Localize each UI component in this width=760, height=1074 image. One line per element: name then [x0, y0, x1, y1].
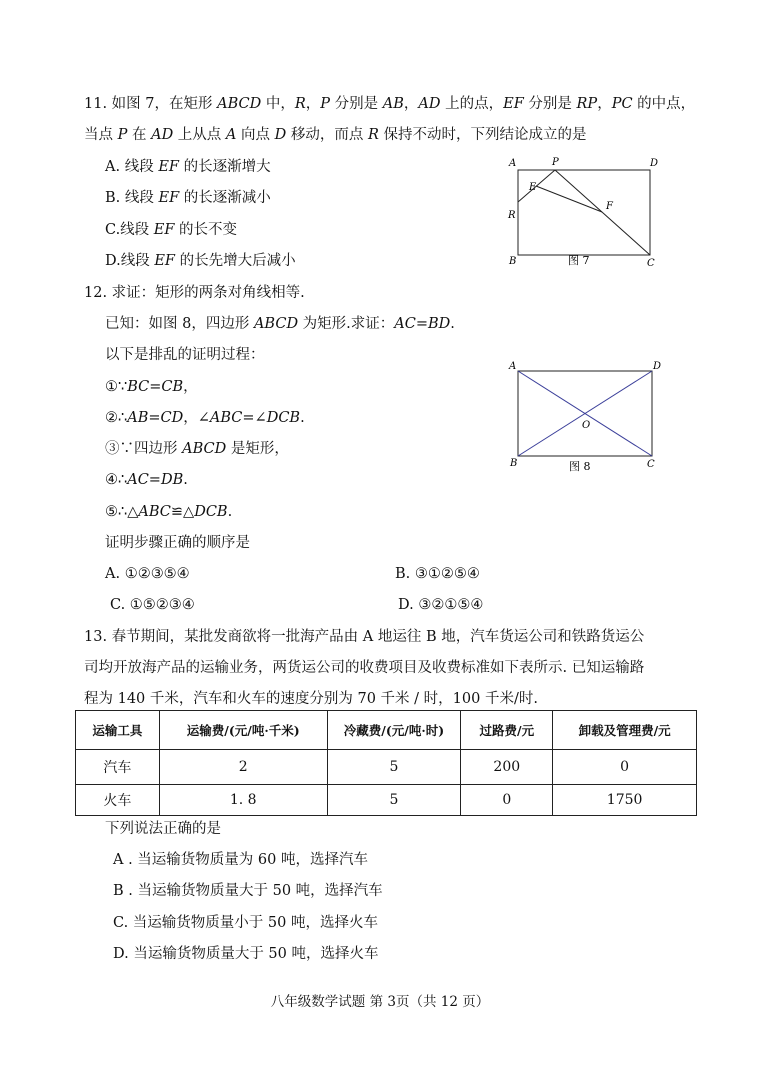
table-cell: 2	[159, 750, 327, 785]
q12-option-d: D. ③②①⑤④	[398, 597, 484, 613]
table-header-cell: 卸载及管理费/元	[553, 711, 697, 750]
fig8-label-a: A	[509, 361, 517, 372]
table-cell: 汽车	[76, 750, 160, 785]
figure-8	[500, 355, 680, 480]
table-row	[76, 750, 697, 785]
fig7-label-d: D	[650, 158, 659, 169]
table-row	[76, 785, 697, 816]
fig8-label-b: B	[510, 458, 518, 469]
table-cell: 1. 8	[159, 785, 327, 816]
table-cell: 200	[461, 750, 553, 785]
q12-option-a: A. ①②③⑤④	[105, 566, 190, 582]
table-header-cell: 运输工具	[76, 711, 160, 750]
q11-line-2: 当点 P 在 AD 上从点 A 向点 D 移动，而点 R 保持不动时，下列结论成立的是	[84, 127, 587, 143]
fig7-label-e: E	[529, 182, 537, 193]
table-header-cell: 运输费/(元/吨·千米)	[159, 711, 327, 750]
table-cell: 0	[461, 785, 553, 816]
q13-option-d: D. 当运输货物质量大于 50 吨，选择火车	[113, 946, 379, 962]
q13-option-a: A . 当运输货物质量为 60 吨，选择汽车	[113, 852, 368, 868]
q12-step-1: ①∵BC=CB，	[105, 379, 198, 395]
table-header-row	[76, 711, 697, 750]
fig7-label-c: C	[647, 258, 655, 269]
page-footer: 八年级数学试题 第 3页（共 12 页）	[270, 994, 490, 1010]
fig7-rectangle	[518, 170, 650, 255]
q12-intro: 以下是排乱的证明过程：	[105, 347, 265, 363]
q11-option-d: D.线段 EF 的长先增大后减小	[105, 253, 296, 269]
fig7-label-r: R	[508, 210, 516, 221]
table-header-cell: 过路费/元	[461, 711, 553, 750]
q12-option-b: B. ③①②⑤④	[395, 566, 480, 582]
q13-line-3: 程为 140 千米，汽车和火车的速度分别为 70 千米 / 时，100 千米/时.	[84, 691, 538, 707]
q13-option-c: C. 当运输货物质量小于 50 吨，选择火车	[113, 915, 378, 931]
figure-7	[500, 150, 680, 275]
q13-ask: 下列说法正确的是	[105, 821, 221, 837]
q12-ask: 证明步骤正确的顺序是	[105, 535, 250, 551]
q12-step-3: ③∵四边形 ABCD 是矩形，	[105, 441, 289, 457]
fig7-caption: 图 7	[568, 254, 590, 267]
q11-line-1: 11. 如图 7，在矩形 ABCD 中，R，P 分别是 AB，AD 上的点，EF 分别是 RP，PC 的中点，	[84, 96, 696, 112]
q13-line-1: 13. 春节期间，某批发商欲将一批海产品由 A 地运往 B 地，汽车货运公司和铁路货运公	[84, 629, 645, 645]
table-cell: 火车	[76, 785, 160, 816]
fig7-label-a: A	[509, 158, 517, 169]
table-cell: 5	[327, 785, 461, 816]
q12-step-5: ⑤∴△ABC≌△DCB.	[105, 504, 233, 520]
q13-option-b: B . 当运输货物质量大于 50 吨，选择汽车	[113, 883, 383, 899]
table-header-cell: 冷藏费/(元/吨·时)	[327, 711, 461, 750]
fig7-segment-ef	[536, 186, 602, 212]
table-cell: 5	[327, 750, 461, 785]
fig8-label-o: O	[582, 420, 591, 431]
fig7-label-f: F	[606, 201, 613, 212]
fig8-caption: 图 8	[569, 460, 591, 473]
fig8-label-d: D	[653, 361, 662, 372]
fig8-label-c: C	[647, 459, 655, 470]
q12-title: 12. 求证：矩形的两条对角线相等.	[84, 285, 305, 301]
q12-step-4: ④∴AC=DB.	[105, 472, 188, 488]
fig7-label-p: P	[552, 157, 559, 168]
q11-option-a: A. 线段 EF 的长逐渐增大	[105, 159, 271, 175]
fig7-label-b: B	[509, 256, 517, 267]
fig7-segment-pc	[555, 170, 650, 255]
q13-line-2: 司均开放海产品的运输业务，两货运公司的收费项目及收费标准如下表所示. 已知运输路	[84, 660, 645, 676]
q12-option-c: C. ①⑤②③④	[110, 597, 195, 613]
table-cell: 1750	[553, 785, 697, 816]
q12-step-2: ②∴AB=CD，∠ABC=∠DCB.	[105, 410, 305, 426]
q11-option-c: C.线段 EF 的长不变	[105, 222, 238, 238]
table-cell: 0	[553, 750, 697, 785]
freight-table	[75, 710, 697, 816]
q11-option-b: B. 线段 EF 的长逐渐减小	[105, 190, 271, 206]
q12-given: 已知：如图 8，四边形 ABCD 为矩形.求证：AC=BD.	[105, 316, 455, 332]
